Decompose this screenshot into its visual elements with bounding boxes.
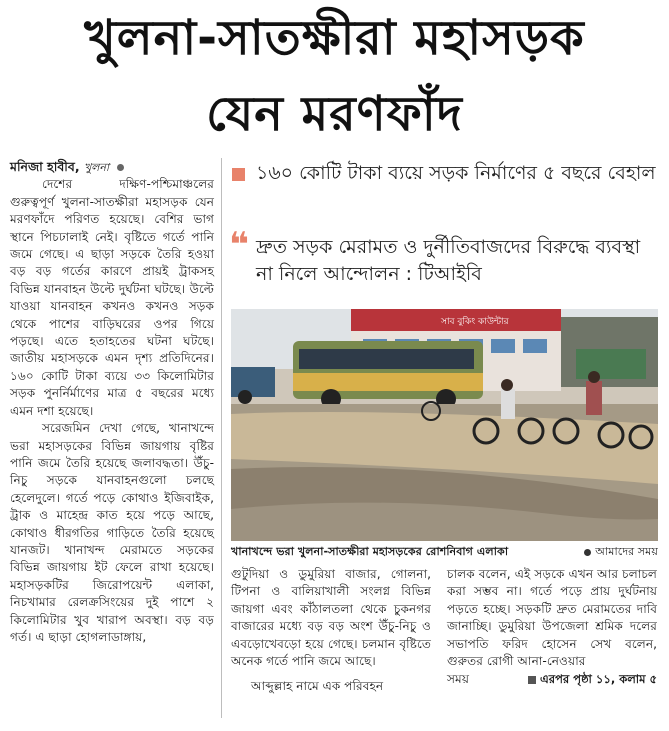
headline-line-2: যেন মরণফাঁদ <box>206 86 463 142</box>
photo-caption <box>231 544 658 560</box>
jump-arrow-icon <box>528 676 536 684</box>
body-column-3-text: চালক বলেন, এই সড়কে এখন আর চলাচল করা সম্ভব না। গর্তে পড়ে প্রায় দুর্ঘটনায় পড়তে হচ্ছে। সড়কটি দ্রুত মেরামতের দাবি জানাচ্ছি। ডুমুরিয়া উপজেলা শ্রমিক দলের সভাপতি ফরিদ হোসেন সেখ বলেন, গুরুতর রোগী আনা-নেওয়ার <box>447 567 657 669</box>
jump-text: এরপর পৃষ্ঠা ১১, কলাম ৫ <box>540 672 657 687</box>
byline <box>10 158 214 176</box>
quote-mark-icon: ❝ <box>229 225 249 265</box>
subheadline-2: দ্রুত সড়ক মেরামত ও দুর্নীতিবাজদের বিরুদ্ধে ব্যবস্থা না নিলে আন্দোলন : টিআইবি <box>256 236 641 285</box>
photo-sign-text: সাব বুকিং কাউন্টার <box>441 317 509 327</box>
credit-dot-icon <box>584 549 591 556</box>
photo-credit <box>584 544 658 560</box>
body-paragraph-2: সরেজমিন দেখা গেছে, খানাখন্দে ভরা মহাসড়কের বিভিন্ন জায়গায় বৃষ্টির পানি জমে তৈরি হয়েছে জলাবদ্ধতা। উঁচু-নিচু সড়কে যানবাহনগুলো চলছে হেলেদুলে। গর্তে পড়ে কোথাও ইজিবাইক, ট্রাক ও মাহেন্দ্র কাত হয়ে পড়ে আছে, কোথাও ধীরগতির গাড়িতে তৈরি হয়েছে যানজট। খানাখন্দ মেরামতে সড়কের বিভিন্ন জায়গায় ইট ফেলে রাখা হয়েছে। মহাসড়কটির জিরোপয়েন্ট এলাকা, নিচখামার রেলক্রসিংয়ের দুই পাশে ২ কিলোমিটার খুব খারাপ অবস্থা। বড় বড় গর্ত। এ ছাড়া হোগলাডাঙ্গায়, <box>10 421 214 644</box>
body-column-2 <box>231 566 431 696</box>
body-column-3-footer <box>447 671 657 688</box>
body-column-2-last: আব্দুল্লাহ নামে এক পরিবহন <box>251 679 384 694</box>
photo-credit-text: আমাদের সময় <box>595 545 658 558</box>
body-paragraph-1: দেশের দক্ষিণ-পশ্চিমাঞ্চলের গুরুত্বপূর্ণ খুলনা-সাতক্ষীরা মহাসড়ক যেন মরণফাঁদে পরিণত হয়েছে। বেশির ভাগ স্থানে পিচঢালাই নেই। বৃষ্টিতে গর্তে পানি জমে গেছে। এ ছাড়া সড়কে তৈরি হওয়া বড় বড় গর্তের কারণে প্রায়ই ট্রাকসহ বিভিন্ন যানবাহন উল্টে দুর্ঘটনা ঘটছে। উল্টে যাওয়া যানবাহন কখনও কখনও সড়ক থেকে পাশের বাড়িঘরের ওপর গিয়ে পড়ছে। এতে হতাহতের ঘটনা ঘটছে। জাতীয় মহাসড়কে এমন দৃশ্য প্রতিদিনের। ১৬০ কোটি টাকা ব্যয়ে ৩৩ কিলোমিটার সড়ক পুনর্নির্মাণের মাত্র ৫ বছরের মধ্যে এমন দশা হয়েছে। <box>10 177 214 418</box>
square-bullet-icon <box>232 168 245 181</box>
headline-line-1: খুলনা-সাতক্ষীরা মহাসড়ক <box>84 10 585 66</box>
body-column-2-text: গুটুদিয়া ও ডুমুরিয়া বাজার, গোলনা, টিপনা ও বালিয়াখালী সংলগ্ন বিভিন্ন জায়গা এবং কাঁঠালতলা থেকে চুকনগর বাজারের মধ্যে বড় বড় অংশ উঁচু-নিচু ও এবড়োখেবড়ো হয়ে গেছে। চলমান বৃষ্টিতে অনেক গর্তে পানি জমে আছে। <box>231 567 431 669</box>
subheadline-1: ১৬০ কোটি টাকা ব্যয়ে সড়ক নির্মাণের ৫ বছরে বেহাল <box>256 162 656 184</box>
caption-text: খানাখন্দে ভরা খুলনা-সাতক্ষীরা মহাসড়কের রোশনিবাগ এলাকা <box>231 545 509 558</box>
byline-dot-icon <box>117 164 124 171</box>
column-divider <box>221 158 222 718</box>
byline-location: খুলনা <box>83 161 110 174</box>
body-column-3 <box>447 566 657 689</box>
jump-line[interactable] <box>528 671 657 688</box>
byline-author: মনিজা হাবীব, <box>10 159 80 174</box>
news-photo <box>231 309 658 541</box>
body-column-3-last: সময় <box>447 672 469 687</box>
body-column-1 <box>10 158 214 646</box>
